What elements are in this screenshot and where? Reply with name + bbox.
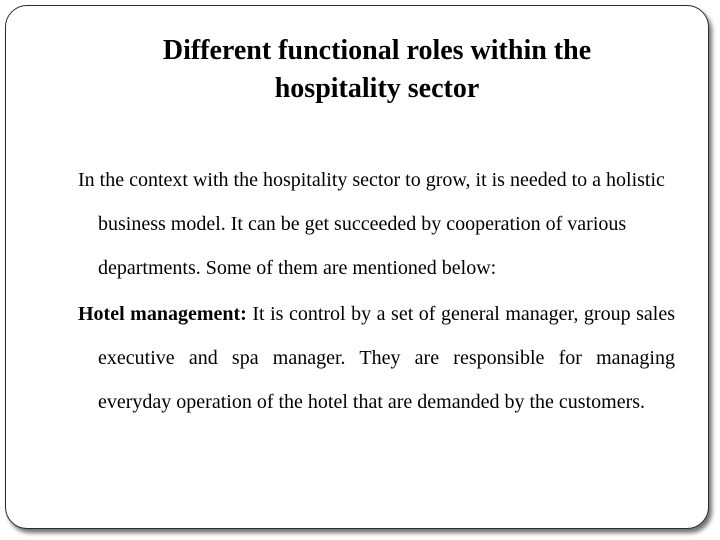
intro-paragraph: In the context with the hospitality sector to grow, it is needed to a holistic business model. It can be get succeeded by cooperation of various departments. Some of them are mentioned below: — [78, 169, 665, 279]
hotel-management-term: Hotel management: — [78, 303, 247, 325]
hotel-management-paragraph — [78, 292, 675, 424]
slide-title-line-2: hospitality sector — [274, 73, 480, 104]
hotel-management-text: It is control by a set of general manager, group sales executive and spa manager. They are responsible for managing everyday operation of the hotel that are demanded by the customers. — [98, 303, 675, 413]
slide-title — [60, 32, 694, 108]
slide-body — [78, 158, 675, 426]
slide-title-line-1: Different functional roles within the — [162, 35, 592, 66]
